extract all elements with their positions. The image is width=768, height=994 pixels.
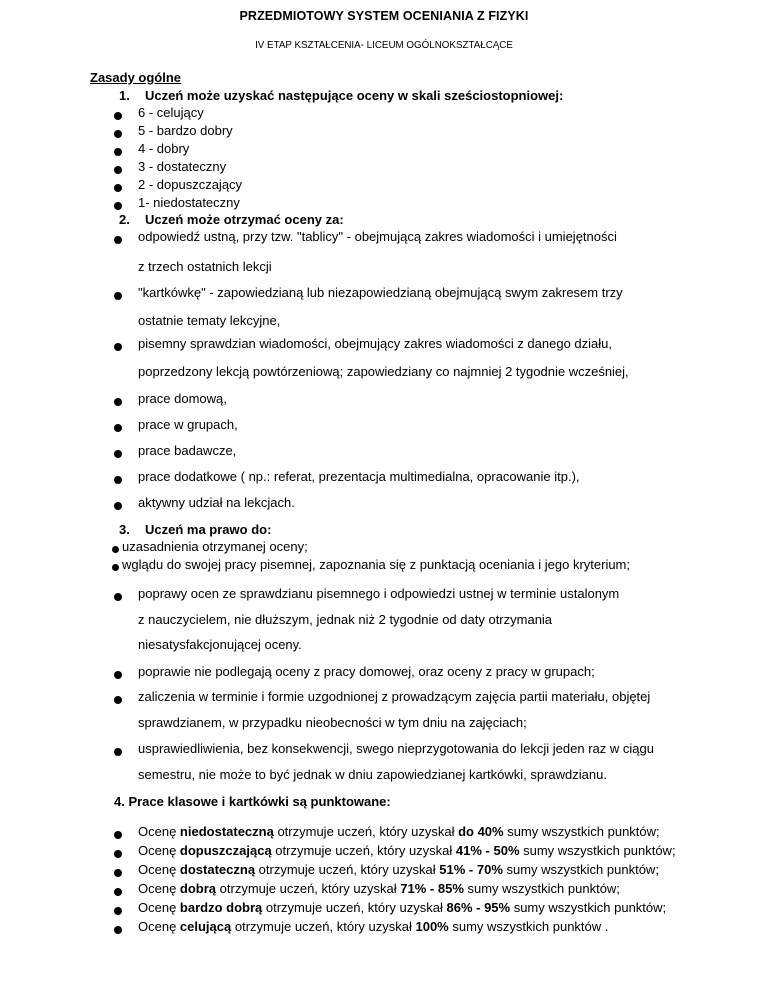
bullet-icon bbox=[114, 888, 122, 896]
bullet-icon bbox=[114, 831, 122, 839]
bullet-icon bbox=[114, 184, 122, 192]
list-item: 5 - bardzo dobry bbox=[138, 123, 233, 138]
list-item: "kartkówkę" - zapowiedzianą lub niezapowiedzianą obejmującą swym zakresem trzy bbox=[138, 285, 623, 300]
bullet-icon bbox=[114, 476, 122, 484]
list-item: 3 - dostateczny bbox=[138, 159, 227, 174]
section-1-number: 1. bbox=[119, 88, 130, 103]
bullet-icon bbox=[112, 546, 119, 553]
list-item-continuation: poprzedzony lekcją powtórzeniową; zapowiedziany co najmniej 2 tygodnie wcześniej, bbox=[138, 364, 629, 379]
grade-rule: Ocenę niedostateczną otrzymuje uczeń, który uzyskał do 40% sumy wszystkich punktów; bbox=[138, 824, 660, 839]
list-item-continuation: sprawdzianem, w przypadku nieobecności w tym dniu na zajęciach; bbox=[138, 715, 527, 730]
section-4-title: 4. Prace klasowe i kartkówki są punktowane: bbox=[114, 794, 391, 809]
bullet-icon bbox=[114, 869, 122, 877]
document-subtitle: IV ETAP KSZTAŁCENIA- LICEUM OGÓLNOKSZTAŁCĄCE bbox=[255, 40, 513, 51]
bullet-icon bbox=[114, 850, 122, 858]
bullet-icon bbox=[112, 564, 119, 571]
bullet-icon bbox=[114, 671, 122, 679]
section-3-title: 3. Uczeń ma prawo do: bbox=[119, 522, 272, 537]
bullet-icon bbox=[114, 450, 122, 458]
list-item-continuation: niesatysfakcjonującej oceny. bbox=[138, 637, 302, 652]
list-item: prace domową, bbox=[138, 391, 227, 406]
bullet-icon bbox=[114, 343, 122, 351]
list-item: wglądu do swojej pracy pisemnej, zapoznania się z punktacją oceniania i jego kryterium; bbox=[122, 557, 630, 572]
list-item: uzasadnienia otrzymanej oceny; bbox=[122, 539, 308, 554]
list-item: poprawie nie podlegają oceny z pracy domowej, oraz oceny z pracy w grupach; bbox=[138, 664, 595, 679]
list-item: odpowiedź ustną, przy tzw. "tablicy" - obejmującą zakres wiadomości i umiejętności bbox=[138, 229, 617, 244]
grade-rule: Ocenę dobrą otrzymuje uczeń, który uzyskał 71% - 85% sumy wszystkich punktów; bbox=[138, 881, 620, 896]
section-2-title: 2. Uczeń może otrzymać oceny za: bbox=[119, 212, 344, 227]
document-title: PRZEDMIOTOWY SYSTEM OCENIANIA Z FIZYKI bbox=[239, 9, 529, 23]
grade-rule: Ocenę celującą otrzymuje uczeń, który uzyskał 100% sumy wszystkich punktów . bbox=[138, 919, 609, 934]
list-item: 6 - celujący bbox=[138, 105, 204, 120]
list-item: usprawiedliwienia, bez konsekwencji, swego nieprzygotowania do lekcji jeden raz w ciągu bbox=[138, 741, 654, 756]
list-item: pisemny sprawdzian wiadomości, obejmujący zakres wiadomości z danego działu, bbox=[138, 336, 612, 351]
bullet-icon bbox=[114, 748, 122, 756]
bullet-icon bbox=[114, 130, 122, 138]
list-item: prace dodatkowe ( np.: referat, prezentacja multimedialna, opracowanie itp.), bbox=[138, 469, 580, 484]
section-3-number: 3. bbox=[119, 522, 130, 537]
bullet-icon bbox=[114, 148, 122, 156]
bullet-icon bbox=[114, 424, 122, 432]
grade-rule: Ocenę dostateczną otrzymuje uczeń, który uzyskał 51% - 70% sumy wszystkich punktów; bbox=[138, 862, 659, 877]
list-item-continuation: z nauczycielem, nie dłuższym, jednak niż 2 tygodnie od daty otrzymania bbox=[138, 612, 553, 627]
list-item: prace badawcze, bbox=[138, 443, 237, 458]
list-item: 4 - dobry bbox=[138, 141, 190, 156]
section-2-number: 2. bbox=[119, 212, 130, 227]
bullet-icon bbox=[114, 236, 122, 244]
list-item-continuation: z trzech ostatnich lekcji bbox=[138, 259, 272, 274]
bullet-icon bbox=[114, 696, 122, 704]
bullet-icon bbox=[114, 926, 122, 934]
bullet-icon bbox=[114, 907, 122, 915]
bullet-icon bbox=[114, 166, 122, 174]
list-item: zaliczenia w terminie i formie uzgodnionej z prowadzącym zajęcia partii materiału, objętej bbox=[138, 689, 651, 704]
bullet-icon bbox=[114, 202, 122, 210]
list-item: poprawy ocen ze sprawdzianu pisemnego i odpowiedzi ustnej w terminie ustalonym bbox=[138, 586, 620, 601]
list-item: 1- niedostateczny bbox=[138, 195, 240, 210]
bullet-icon bbox=[114, 292, 122, 300]
list-item: aktywny udział na lekcjach. bbox=[138, 495, 295, 510]
bullet-icon bbox=[114, 398, 122, 406]
list-item-continuation: semestru, nie może to być jednak w dniu zapowiedzianej kartkówki, sprawdzianu. bbox=[138, 767, 607, 782]
list-item-continuation: ostatnie tematy lekcyjne, bbox=[138, 313, 281, 328]
bullet-icon bbox=[114, 112, 122, 120]
list-item: prace w grupach, bbox=[138, 417, 238, 432]
bullet-icon bbox=[114, 593, 122, 601]
section-1-title: 1. Uczeń może uzyskać następujące oceny w skali sześciostopniowej: bbox=[119, 88, 564, 103]
section-heading: Zasady ogólne bbox=[90, 70, 182, 85]
bullet-icon bbox=[114, 502, 122, 510]
list-item: 2 - dopuszczający bbox=[138, 177, 243, 192]
grade-rule: Ocenę dopuszczającą otrzymuje uczeń, który uzyskał 41% - 50% sumy wszystkich punktów; bbox=[138, 843, 676, 858]
grade-rule: Ocenę bardzo dobrą otrzymuje uczeń, który uzyskał 86% - 95% sumy wszystkich punktów; bbox=[138, 900, 667, 915]
